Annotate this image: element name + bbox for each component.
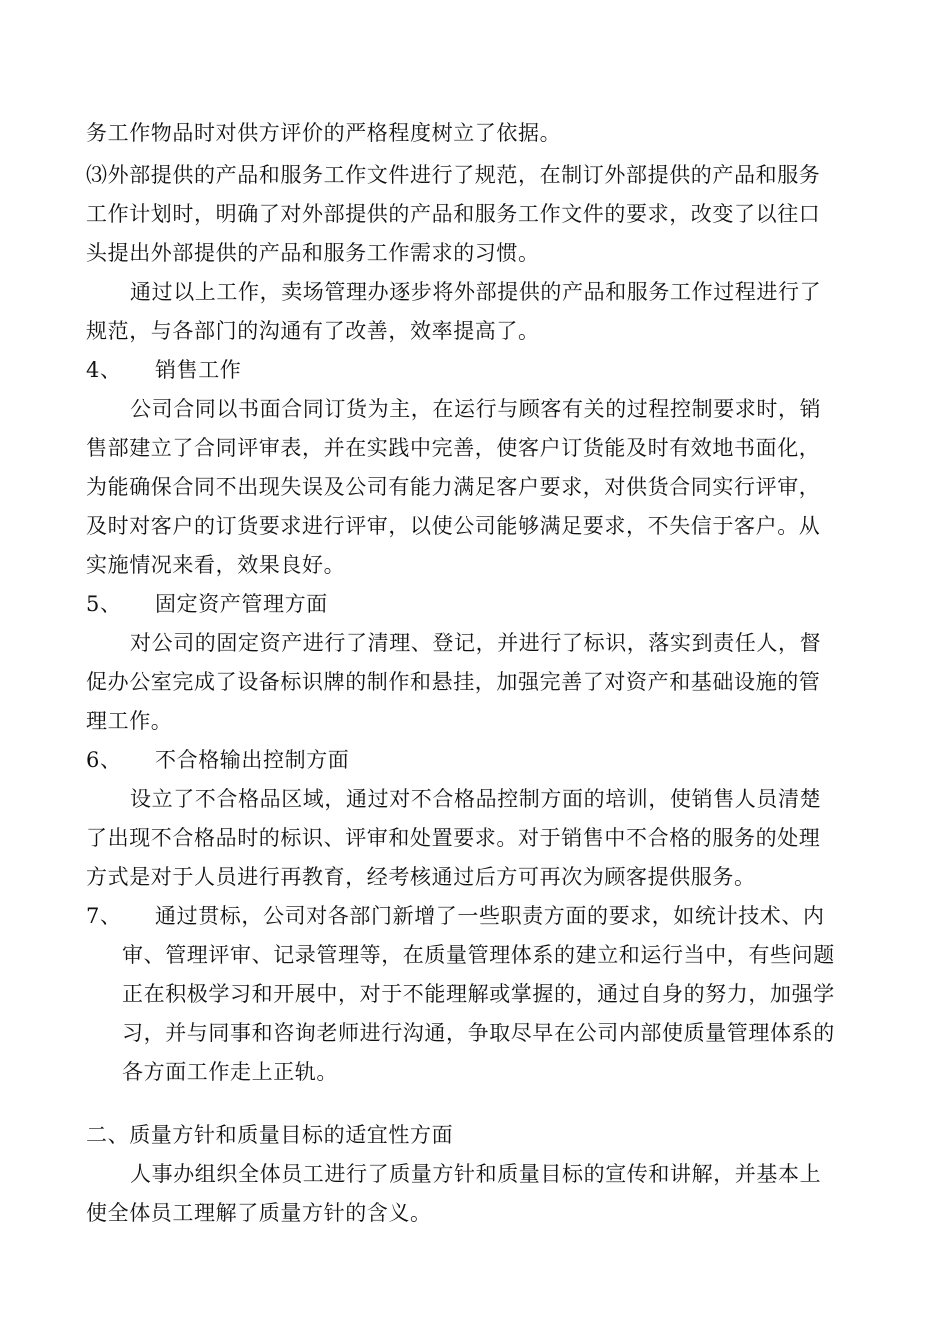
paragraph-line: 公司合同以书面合同订货为主，在运行与顾客有关的过程控制要求时，销 bbox=[130, 397, 822, 421]
paragraph-line: 及时对客户的订货要求进行评审，以使公司能够满足要求，不失信于客户。从 bbox=[86, 514, 821, 538]
section-title: 固定资产管理方面 bbox=[155, 592, 328, 616]
paragraph-line: 正在积极学习和开展中，对于不能理解或掌握的，通过自身的努力，加强学 bbox=[122, 982, 835, 1006]
paragraph-line: 人事办组织全体员工进行了质量方针和质量目标的宣传和讲解，并基本上 bbox=[130, 1162, 822, 1186]
paragraph-line: 头提出外部提供的产品和服务工作需求的习惯。 bbox=[86, 241, 540, 265]
paragraph-line: 审、管理评审、记录管理等，在质量管理体系的建立和运行当中，有些问题 bbox=[122, 943, 835, 967]
section-number: 6、 bbox=[86, 748, 122, 772]
paragraph-line: 设立了不合格品区域，通过对不合格品控制方面的培训，使销售人员清楚 bbox=[130, 787, 822, 811]
paragraph-line: 促办公室完成了设备标识牌的制作和悬挂，加强完善了对资产和基础设施的管 bbox=[86, 670, 821, 694]
section-title: 通过贯标，公司对各部门新增了一些职责方面的要求，如统计技术、内 bbox=[155, 904, 825, 928]
paragraph-line: 务工作物品时对供方评价的严格程度树立了依据。 bbox=[86, 121, 562, 145]
section-heading-2: 二、质量方针和质量目标的适宜性方面 bbox=[86, 1123, 454, 1147]
paragraph-line: 习，并与同事和咨询老师进行沟通，争取尽早在公司内部使质量管理体系的 bbox=[122, 1021, 835, 1045]
section-title: 销售工作 bbox=[155, 358, 242, 382]
paragraph-line: 规范，与各部门的沟通有了改善，效率提高了。 bbox=[86, 319, 540, 343]
paragraph-line: ⑶外部提供的产品和服务工作文件进行了规范，在制订外部提供的产品和服务 bbox=[86, 163, 821, 187]
paragraph-line: 了出现不合格品时的标识、评审和处置要求。对于销售中不合格的服务的处理 bbox=[86, 826, 821, 850]
section-number: 5、 bbox=[86, 592, 122, 616]
section-number: 7、 bbox=[86, 904, 122, 928]
paragraph-line: 实施情况来看，效果良好。 bbox=[86, 553, 346, 577]
section-number: 4、 bbox=[86, 358, 122, 382]
paragraph-line: 方式是对于人员进行再教育，经考核通过后方可再次为顾客提供服务。 bbox=[86, 865, 756, 889]
paragraph-line: 各方面工作走上正轨。 bbox=[122, 1060, 338, 1084]
section-title: 不合格输出控制方面 bbox=[155, 748, 350, 772]
paragraph-line: 通过以上工作，卖场管理办逐步将外部提供的产品和服务工作过程进行了 bbox=[130, 280, 822, 304]
paragraph-line: 为能确保合同不出现失误及公司有能力满足客户要求，对供货合同实行评审， bbox=[86, 475, 821, 499]
paragraph-line: 售部建立了合同评审表，并在实践中完善，使客户订货能及时有效地书面化， bbox=[86, 436, 821, 460]
paragraph-line: 使全体员工理解了质量方针的含义。 bbox=[86, 1201, 432, 1225]
paragraph-line: 理工作。 bbox=[86, 709, 173, 733]
paragraph-line: 工作计划时，明确了对外部提供的产品和服务工作文件的要求，改变了以往口 bbox=[86, 202, 821, 226]
paragraph-line: 对公司的固定资产进行了清理、登记，并进行了标识，落实到责任人，督 bbox=[130, 631, 822, 655]
